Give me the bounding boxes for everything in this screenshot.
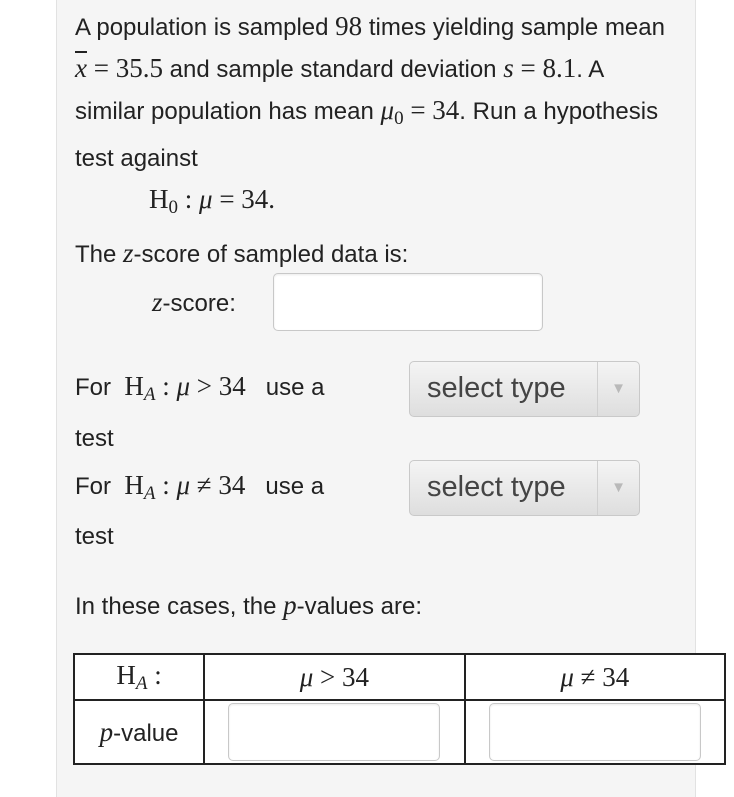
test-suffix: test [75,523,114,550]
header-cell-ha: $H_A$ : [74,654,204,700]
dropdown-arrow-icon[interactable]: ▼ [597,362,639,416]
problem-statement: A population is sampled 98 times yielding sample mean $\overline{x} = 35.5$ and sample standard deviation s = 8.1. A similar population has mean $\mu_0 = 34$. Run a hypothesis test against $H_0$ : μ = 34. [75,6,675,228]
pvalues-prompt: In these cases, the p-values are: [75,590,423,620]
test-type-select-two-tailed[interactable] [409,460,640,516]
zscore-label: z-score: [152,287,236,317]
pvalue-table [73,653,726,765]
select-value: select type [427,471,566,503]
pvalue-input-right-tailed[interactable] [228,703,440,761]
pvalue-cell-right-tailed [204,700,464,764]
test-row-two-tailed: For $H_A$ : μ ≠ 34 use a [75,470,325,504]
pvalue-row-label: p-value [74,700,204,764]
header-cell-two-tailed: μ ≠ 34 [465,654,725,700]
dropdown-arrow-icon[interactable]: ▼ [597,461,639,515]
table-row [74,654,725,700]
null-hypothesis: $H_0$ : μ = 34. [149,184,276,218]
header-cell-right-tailed: μ > 34 [204,654,464,700]
table-row [74,700,725,764]
pvalue-cell-two-tailed [465,700,725,764]
select-value: select type [427,372,566,404]
test-suffix: test [75,425,114,452]
zscore-prompt: The z-score of sampled data is: [75,238,409,268]
pvalue-input-two-tailed[interactable] [489,703,701,761]
test-type-select-right-tailed[interactable] [409,361,640,417]
zscore-input[interactable] [273,273,543,331]
test-row-right-tailed: For $H_A$ : μ > 34 use a [75,371,325,405]
